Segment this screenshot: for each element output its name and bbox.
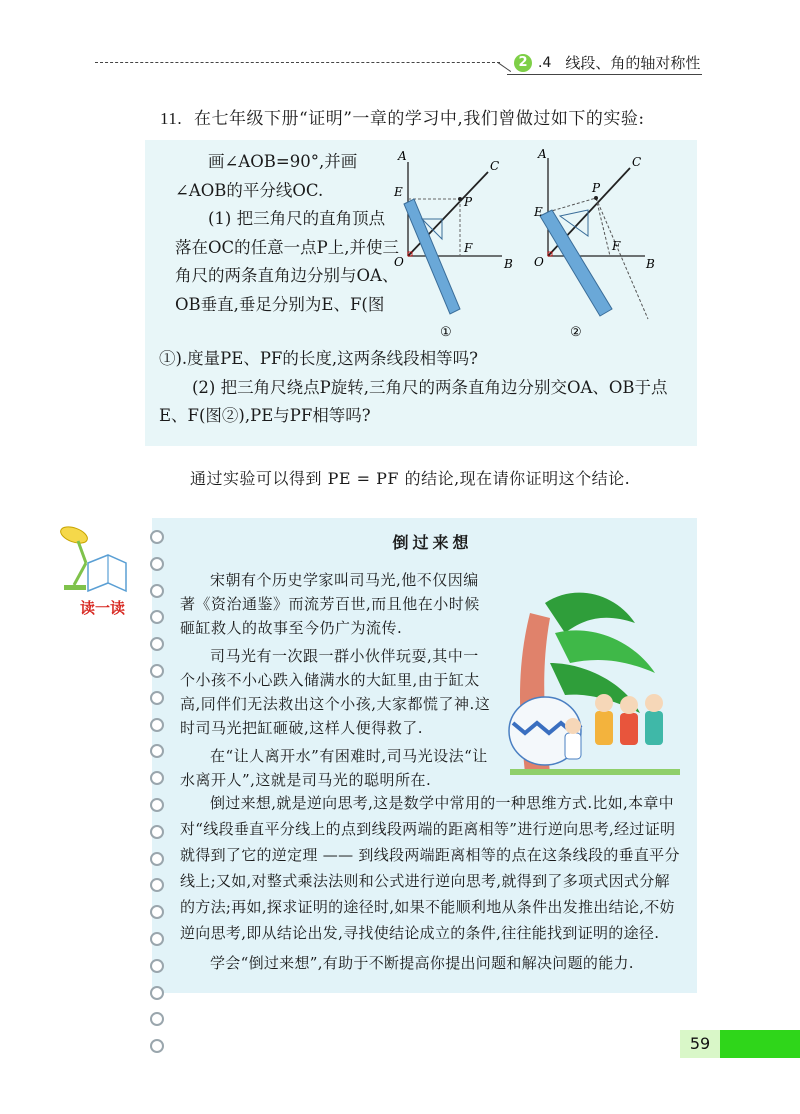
reading-wide-group [180,790,680,976]
page-number: 59 [680,1030,720,1058]
fig2-label-p: P [592,181,601,195]
fig2-point-p [594,196,598,200]
fig1-label-o: O [394,255,404,269]
fig1-point-p [458,197,462,201]
figure-2 [530,144,680,344]
experiment-part1: (1) 把三角尺的直角顶点落在OC的任意一点P上,并使三角尺的两条直角边分别与OA、OB垂直,垂足分别为E、F(图 [175,209,399,314]
fig2-label-f: F [612,239,621,253]
experiment-part2: (2) 把三角尺绕点P旋转,三角尺的两条直角边分别交OA、OB于点E、F(图②),PE与PF相等吗? [159,377,668,425]
fig2-label-c: C [632,155,642,169]
notebook-spiral [150,530,164,985]
header-dashed-rule [95,62,500,63]
header-underline [507,74,702,75]
experiment-box [145,140,697,446]
fig2-pf-line [596,198,610,256]
reading-para5: 学会“倒过来想”,有助于不断提高你提出问题和解决问题的能力. [210,954,634,972]
experiment-full-text [159,345,689,431]
experiment-part1-end: ①).度量PE、PF的长度,这两条线段相等吗? [159,349,478,368]
fig2-label-o: O [534,255,544,269]
experiment-left-text [175,148,400,319]
experiment-line1: 画∠AOB=90°,并画∠AOB的平分线OC. [175,152,358,200]
fig1-label-b: B [504,257,513,271]
fig2-label-b: B [646,257,655,271]
reading-para3: 在“让人离开水”有困难时,司马光设法“让水离开人”,这就是司马光的聪明所在. [180,747,488,789]
section-number-badge: 2 [514,54,532,72]
reading-label: 读一读 [80,599,126,617]
problem-intro [160,104,720,129]
section-subnumber: .4 [538,55,552,71]
reading-para4: 倒过来想,就是逆向思考,这是数学中常用的一种思维方式.比如,本章中对“线段垂直平分线上的点到线段两端的距离相等”进行逆向思考,经过证明就得到了它的逆定理 —— 到线段两端距离相等的点在这条线段的垂直平分线上;又如,对整式乘法法则和公式进行逆向思考,就得到了多项式因式分解的方法;再如,探求证明的途径时,如果不能顺利地从条件出发推出结论,不妨逆向思考,即从结论出发,寻找使结论成立的条件,往往能找到证明的途径. [180,794,680,942]
fig1-label-c: C [490,159,500,173]
problem-number: 11. [160,109,183,128]
figure-1 [390,144,520,344]
reading-para-group [180,568,492,792]
fig1-label-p: P [464,195,473,209]
fig1-caption: ① [440,325,452,340]
reading-title: 倒过来想 [392,533,473,552]
reading-para1: 宋朝有个历史学家叫司马光,他不仅因编著《资治通鉴》而流芳百世,而且他在小时候砸缸救人的故事至今仍广为流传. [180,571,480,637]
fig2-label-a: A [538,147,547,161]
fig2-caption: ② [570,325,582,340]
section-header [514,53,700,73]
section-title: 线段、角的轴对称性 [565,54,701,72]
sima-guang-illustration [505,583,685,783]
header-slant-line [497,62,511,72]
fig1-label-e: E [394,185,403,199]
conclusion-text: 通过实验可以得到 PE = PF 的结论,现在请你证明这个结论. [190,469,631,488]
fig1-label-a: A [398,149,407,163]
fig2-label-e: E [534,205,543,219]
reading-para2: 司马光有一次跟一群小伙伴玩耍,其中一个小孩不小心跌入储满水的大缸里,由于缸太高,同伴们无法救出这个小孩,大家都慌了神.这时司马光把缸砸破,这样人便得救了. [180,647,491,737]
fig1-label-f: F [464,241,473,255]
problem-text: 在七年级下册“证明”一章的学习中,我们曾做过如下的实验: [194,109,645,129]
fig2-pe-line [548,198,596,212]
